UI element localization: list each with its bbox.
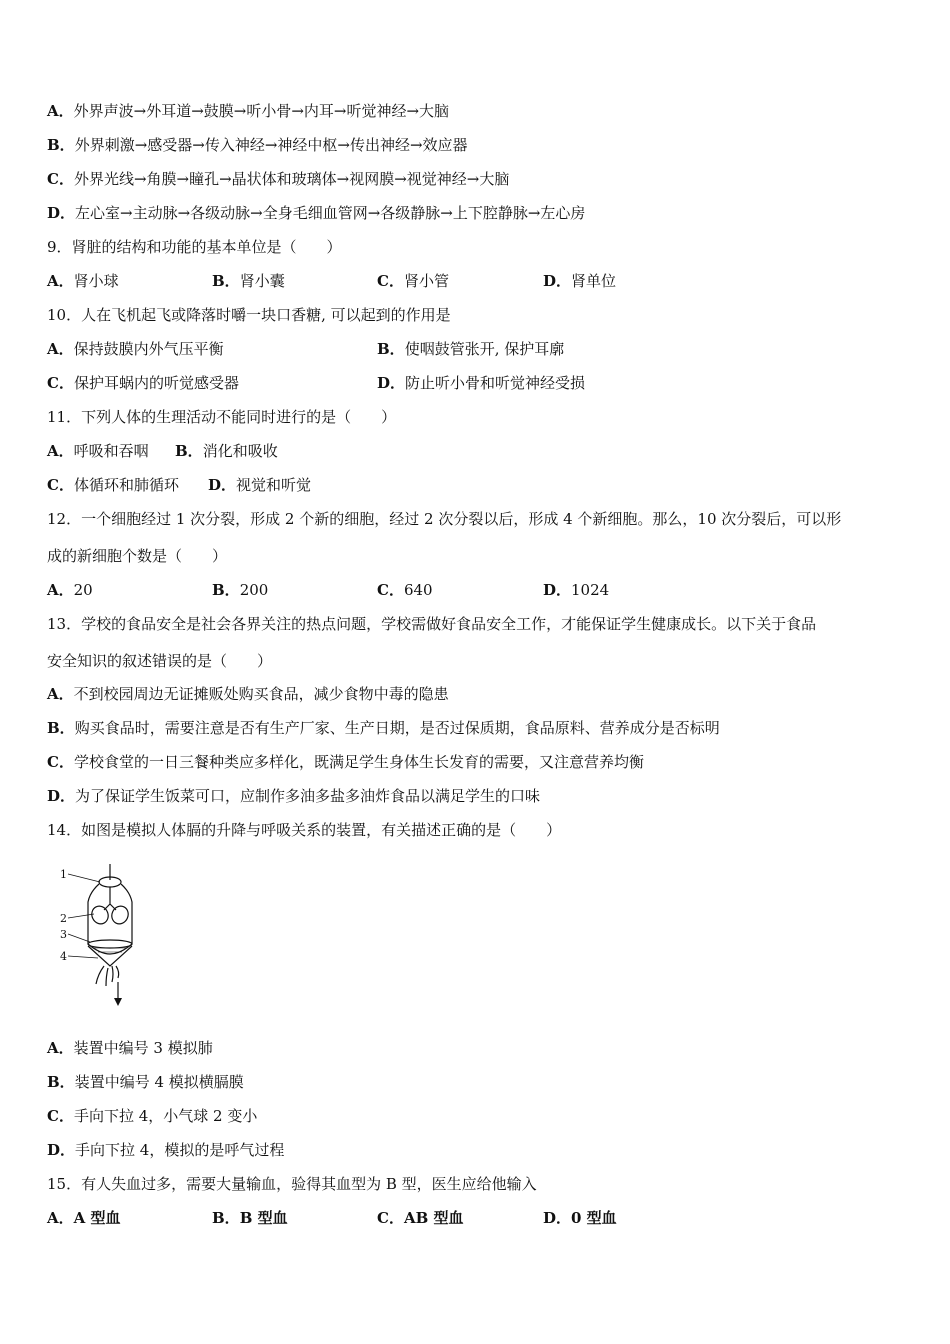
q11-option-d: D．视觉和听觉 xyxy=(208,476,312,494)
q12-stem-line2: 成的新细胞个数是（ ） xyxy=(47,547,228,565)
q15-option-a: A．A 型血 xyxy=(47,1209,121,1227)
q15-option-d: D．0 型血 xyxy=(543,1209,617,1227)
figure-label-2: 2 xyxy=(60,912,67,925)
figure-label-1: 1 xyxy=(60,868,67,881)
q10-stem: 10．人在飞机起飞或降落时嚼一块口香糖, 可以起到的作用是 xyxy=(47,306,451,324)
q9-option-d: D．肾单位 xyxy=(543,272,617,290)
q9-option-a: A．肾小球 xyxy=(47,272,119,290)
q10-option-a: A．保持鼓膜内外气压平衡 xyxy=(47,340,224,358)
q13-stem-line1: 13．学校的食品安全是社会各界关注的热点问题，学校需做好食品安全工作，才能保证学生健康成长。以下关于食品 xyxy=(47,615,817,633)
q15-stem: 15．有人失血过多，需要大量输血，验得其血型为 B 型，医生应给他输入 xyxy=(47,1175,537,1193)
hand xyxy=(96,966,119,986)
q14-stem: 14．如图是模拟人体膈的升降与呼吸关系的装置，有关描述正确的是（ ） xyxy=(47,821,562,839)
q10-option-b: B．使咽鼓管张开, 保护耳廓 xyxy=(377,340,565,358)
q15-option-c: C．AB 型血 xyxy=(377,1209,464,1227)
bell-jar-diagram xyxy=(60,862,150,1010)
q10-options-row1 xyxy=(47,339,907,359)
q13-stem-line2: 安全知识的叙述错误的是（ ） xyxy=(47,652,273,670)
jar-rim xyxy=(88,940,132,948)
q11-options-row1 xyxy=(47,441,907,461)
q12-option-a: A．20 xyxy=(47,581,93,599)
q15-options xyxy=(47,1208,907,1228)
q12-option-b: B．200 xyxy=(212,581,269,599)
q11-option-b: B．消化和吸收 xyxy=(175,442,278,460)
q10-option-d: D．防止听小骨和听觉神经受损 xyxy=(377,374,586,392)
q14-option-c: C．手向下拉 4，小气球 2 变小 xyxy=(47,1107,258,1125)
q11-option-c: C．体循环和肺循环 xyxy=(47,476,179,494)
q9-option-b: B．肾小囊 xyxy=(212,272,285,290)
q12-stem-line1: 12．一个细胞经过 1 次分裂，形成 2 个新的细胞，经过 2 次分裂以后，形成 4 个新细胞。那么，10 次分裂后，可以形 xyxy=(47,510,842,528)
q8-option-b: B．外界刺激→感受器→传入神经→神经中枢→传出神经→效应器 xyxy=(47,136,468,154)
q9-options xyxy=(47,271,907,291)
q8-option-c: C．外界光线→角膜→瞳孔→晶状体和玻璃体→视网膜→视觉神经→大脑 xyxy=(47,170,510,188)
q13-option-a: A．不到校园周边无证摊贩处购买食品，减少食物中毒的隐患 xyxy=(47,685,449,703)
q13-option-b: B．购买食品时，需要注意是否有生产厂家、生产日期，是否过保质期，食品原料、营养成分是否标明 xyxy=(47,719,720,737)
q12-option-d: D．1024 xyxy=(543,581,610,599)
q14-option-a: A．装置中编号 3 模拟肺 xyxy=(47,1039,213,1057)
q9-stem: 9．肾脏的结构和功能的基本单位是（ ） xyxy=(47,238,342,256)
bell-jar-diaphragm-model-figure xyxy=(60,862,150,1010)
q11-options-row2 xyxy=(47,475,907,495)
pull-arrow-head xyxy=(114,998,122,1006)
q15-option-b: B．B 型血 xyxy=(212,1209,288,1227)
q11-option-a: A．呼吸和吞咽 xyxy=(47,442,149,460)
q9-option-c: C．肾小管 xyxy=(377,272,449,290)
q12-option-c: C．640 xyxy=(377,581,433,599)
q14-option-d: D．手向下拉 4，模拟的是呼气过程 xyxy=(47,1141,285,1159)
y-tube xyxy=(104,887,116,910)
q8-option-d: D．左心室→主动脉→各级动脉→全身毛细血管网→各级静脉→上下腔静脉→左心房 xyxy=(47,204,586,222)
q14-option-b: B．装置中编号 4 模拟横膈膜 xyxy=(47,1073,244,1091)
q10-option-c: C．保护耳蜗内的听觉感受器 xyxy=(47,374,239,392)
figure-label-4: 4 xyxy=(60,950,67,963)
q10-options-row2 xyxy=(47,373,907,393)
q12-options xyxy=(47,580,907,600)
q13-option-c: C．学校食堂的一日三餐种类应多样化，既满足学生身体生长发育的需要，又注意营养均衡 xyxy=(47,753,644,771)
figure-label-3: 3 xyxy=(60,928,67,941)
q11-stem: 11．下列人体的生理活动不能同时进行的是（ ） xyxy=(47,408,397,426)
q13-option-d: D．为了保证学生饭菜可口，应制作多油多盐多油炸食品以满足学生的口味 xyxy=(47,787,541,805)
q8-option-a: A．外界声波→外耳道→鼓膜→听小骨→内耳→听觉神经→大脑 xyxy=(47,102,450,120)
